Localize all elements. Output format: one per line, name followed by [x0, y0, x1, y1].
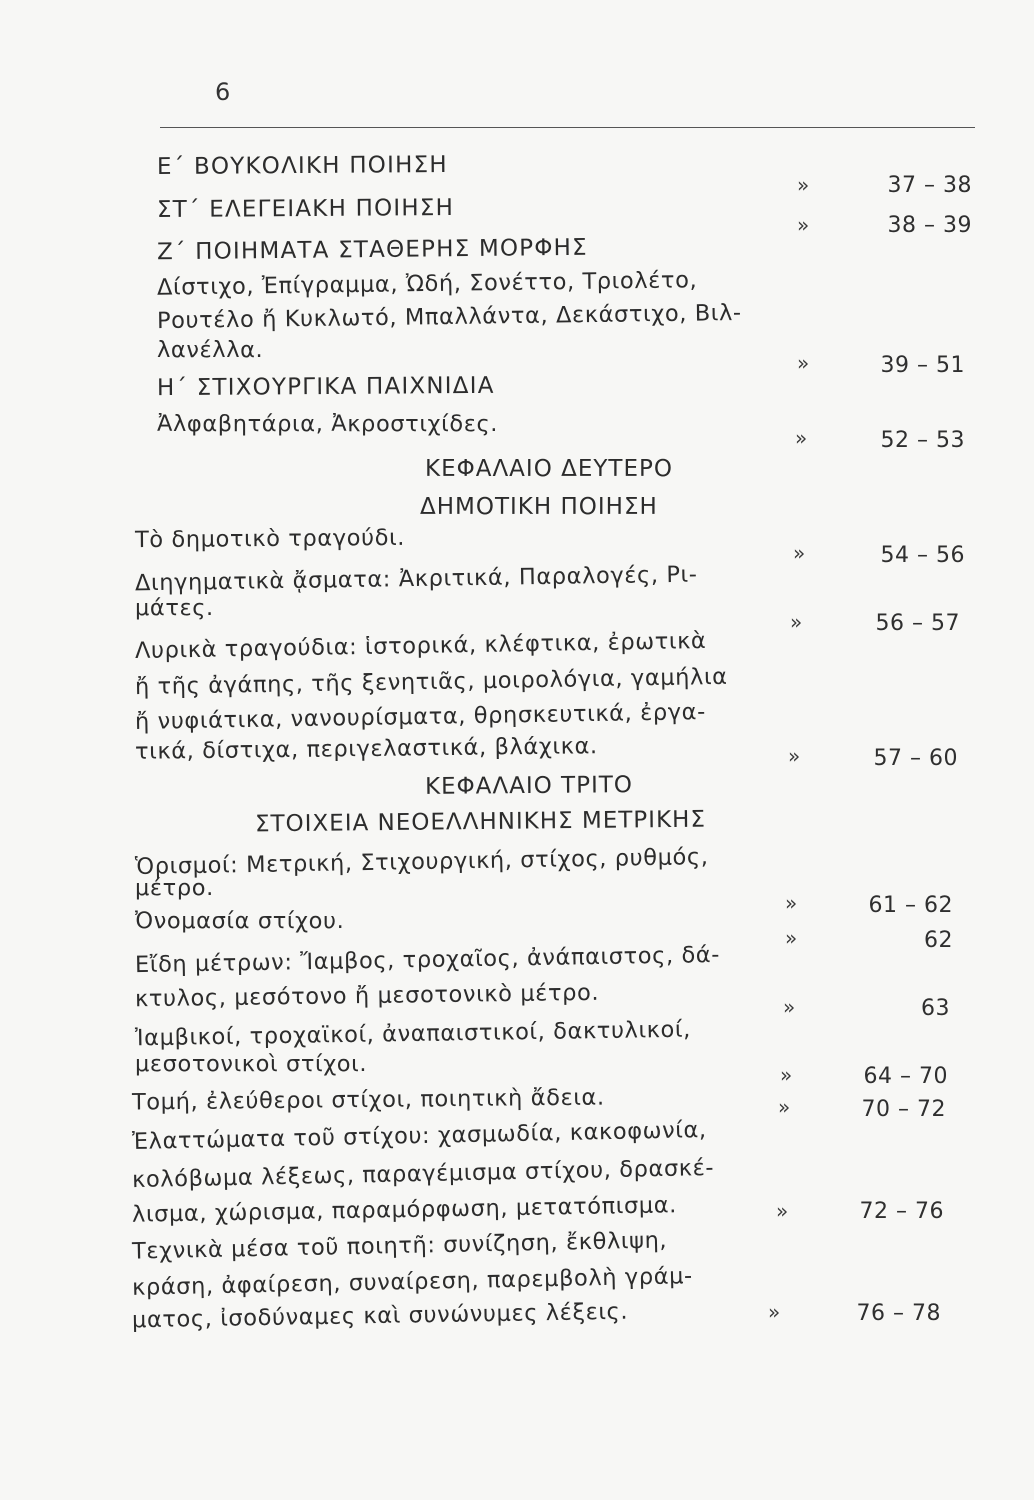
ditto-mark: » [778, 1095, 791, 1119]
chapter-title: ΣΤΟΙΧΕΙΑ ΝΕΟΕΛΛΗΝΙΚΗΣ ΜΕΤΡΙΚΗΣ [254, 806, 707, 838]
toc-line: μέτρο. [135, 875, 214, 901]
page-ref: 38 – 39 [887, 213, 972, 238]
chapter-title: ΔΗΜΟΤΙΚΗ ΠΟΙΗΣΗ [420, 494, 658, 520]
toc-line: κολόβωμα λέξεως, παραγέμισμα στίχου, δρασκέ- [131, 1154, 715, 1194]
page-number: 6 [215, 78, 231, 106]
toc-line: λανέλλα. [157, 337, 264, 363]
page-ref: 62 [924, 928, 953, 953]
toc-line: κράση, ἀφαίρεση, συναίρεση, παρεμβολὴ γράμ- [131, 1263, 694, 1301]
page-ref: 57 – 60 [873, 746, 958, 771]
ditto-mark: » [776, 1199, 789, 1223]
ditto-mark: » [780, 1063, 793, 1087]
toc-heading: Ε΄ ΒΟΥΚΟΛΙΚΗ ΠΟΙΗΣΗ [156, 151, 448, 181]
toc-line: λισμα, χώρισμα, παραμόρφωση, μετατόπισμα. [131, 1192, 678, 1228]
toc-line: τικά, δίστιχα, περιγελαστικά, βλάχικα. [134, 733, 598, 765]
toc-line: Ρουτέλο ἤ Κυκλωτό, Μπαλλάντα, Δεκάστιχο, Βιλ- [156, 299, 742, 335]
ditto-mark: » [790, 610, 803, 634]
ditto-mark: » [797, 173, 810, 197]
page-ref: 56 – 57 [875, 611, 960, 636]
ditto-mark: » [785, 891, 798, 915]
toc-line: Ὀνομασία στίχου. [135, 908, 345, 934]
page-ref: 76 – 78 [856, 1301, 941, 1326]
ditto-mark: » [768, 1300, 781, 1324]
ditto-mark: » [783, 995, 796, 1019]
toc-line: κτυλος, μεσότονο ἤ μεσοτονικὸ μέτρο. [134, 979, 600, 1013]
page-ref: 52 – 53 [880, 428, 965, 453]
ditto-mark: » [797, 351, 810, 375]
ditto-mark: » [793, 541, 806, 565]
page-ref: 37 – 38 [887, 173, 972, 198]
page-ref: 61 – 62 [868, 893, 953, 918]
toc-line: Τομή, ἐλεύθεροι στίχοι, ποιητικὴ ἄδεια. [131, 1084, 605, 1116]
chapter-heading: ΚΕΦΑΛΑΙΟ ΤΡΙΤΟ [424, 772, 634, 800]
toc-line: Ὁρισμοί: Μετρική, Στιχουργική, στίχος, ρυθμός, [134, 843, 709, 881]
page-ref: 72 – 76 [859, 1199, 944, 1224]
toc-heading: ΣΤ΄ ΕΛΕΓΕΙΑΚΗ ΠΟΙΗΣΗ [156, 194, 455, 224]
toc-line: Ἰαμβικοί, τροχαϊκοί, ἀναπαιστικοί, δακτυλικοί, [134, 1016, 692, 1052]
toc-heading: Η΄ ΣΤΙΧΟΥΡΓΙΚΑ ΠΑΙΧΝΙΔΙΑ [156, 372, 495, 402]
toc-line: ἤ νυφιάτικα, νανουρίσματα, θρησκευτικά, ἐργα- [134, 699, 707, 735]
toc-line: Τὸ δημοτικὸ τραγούδι. [134, 524, 406, 554]
chapter-heading: ΚΕΦΑΛΑΙΟ ΔΕΥΤΕΡΟ [425, 456, 673, 482]
toc-line: Ἐλαττώματα τοῦ στίχου: χασμωδία, κακοφωνία, [131, 1116, 707, 1156]
ditto-mark: » [785, 926, 798, 950]
toc-line: Λυρικὰ τραγούδια: ἱστορικά, κλέφτικα, ἐρωτικὰ [134, 628, 707, 664]
ditto-mark: » [795, 426, 808, 450]
toc-heading: Ζ΄ ΠΟΙΗΜΑΤΑ ΣΤΑΘΕΡΗΣ ΜΟΡΦΗΣ [156, 234, 588, 266]
ditto-mark: » [788, 744, 801, 768]
toc-line: Ἀλφαβητάρια, Ἀκροστιχίδες. [157, 411, 499, 437]
toc-line: μάτες. [135, 595, 214, 621]
toc-line: ἤ τῆς ἀγάπης, τῆς ξενητιᾶς, μοιρολόγια, γαμήλια [134, 663, 728, 701]
page-ref: 64 – 70 [863, 1064, 948, 1089]
page-ref: 70 – 72 [861, 1097, 946, 1122]
toc-line: ματος, ἰσοδύναμες καὶ συνώνυμες λέξεις. [131, 1298, 629, 1334]
toc-line: Εἴδη μέτρων: Ἴαμβος, τροχαῖος, ἀνάπαιστος, δά- [134, 941, 721, 979]
page-ref: 39 – 51 [880, 353, 965, 378]
toc-line: Δίστιχο, Ἐπίγραμμα, Ὠδή, Σονέττο, Τριολέτο, [156, 267, 698, 301]
page-ref: 63 [921, 996, 950, 1021]
toc-line: Τεχνικὰ μέσα τοῦ ποιητῆ: συνίζηση, ἔκθλιψη, [131, 1227, 668, 1265]
toc-line: Διηγηματικὰ ᾄσματα: Ἀκριτικά, Παραλογές, Ρι- [134, 561, 698, 597]
ditto-mark: » [797, 213, 810, 237]
page-ref: 54 – 56 [880, 543, 965, 568]
toc-line: μεσοτονικοὶ στίχοι. [135, 1051, 368, 1077]
